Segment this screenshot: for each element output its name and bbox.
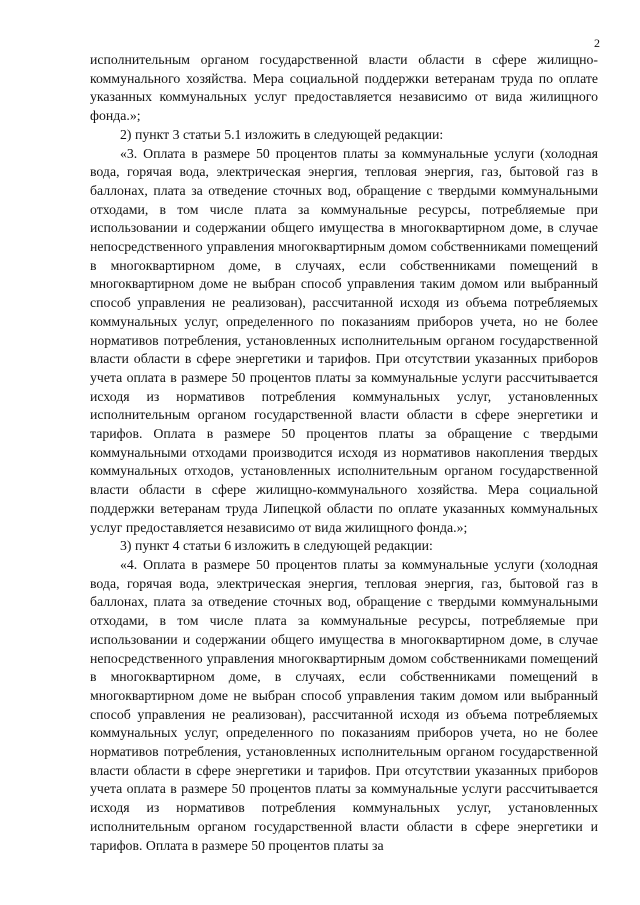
paragraph-continuation: исполнительным органом государственной власти области в сфере жилищно-коммунального хозяйства. Мера социальной поддержки ветеранам труда по оплате указанных коммунальных услуг предоставляется независимо от вида жилищного фонда.»; [90,52,598,124]
paragraph-amendment-3: 3) пункт 4 статьи 6 изложить в следующей редакции: [120,538,433,554]
page-number: 2 [594,36,600,50]
paragraph-clause-3: «3. Оплата в размере 50 процентов платы за коммунальные услуги (холодная вода, горячая вода, электрическая энергия, тепловая энергия, газ, бытовой газ в баллонах, плата за отведение сточных вод, обращение с твердыми коммунальными отходами, в том числе плата за коммунальные ресурсы, потребляемые при использовании и содержании общего имущества в многоквартирном доме, в случае непосредственного управления многоквартирным домом собственниками помещений в многоквартирном доме, в случаях, если собственниками помещений в многоквартирном доме не выбран способ управления таким домом или выбранный способ управления не реализован), рассчитанной исходя из объема потребляемых коммунальных услуг, определенного по показаниям приборов учета, но не более нормативов потребления, установленных исполнительным органом государственной власти области в сфере энергетики и тарифов. При отсутствии указанных приборов учета оплата в размере 50 процентов платы за коммунальные услуги рассчитывается исходя из нормативов потребления коммунальных услуг, установленных исполнительным органом государственной власти области в сфере энергетики и тарифов. Оплата в размере 50 процентов платы за обращение с твердыми коммунальными отходами производится исходя из нормативов накопления твердых коммунальных отходов, установленных исполнительным органом государственной власти области в сфере жилищно-коммунального хозяйства. Мера социальной поддержки ветеранам труда Липецкой области по оплате указанных коммунальных услуг предоставляется независимо от вида жилищного фонда.»; [90,145,598,535]
paragraph-amendment-2: 2) пункт 3 статьи 5.1 изложить в следующей редакции: [120,126,444,142]
document-body [90,51,598,855]
paragraph-clause-4: «4. Оплата в размере 50 процентов платы за коммунальные услуги (холодная вода, горячая вода, электрическая энергия, тепловая энергия, газ, бытовой газ в баллонах, плата за отведение сточных вод, обращение с твердыми коммунальными отходами, в том числе плата за коммунальные ресурсы, потребляемые при использовании и содержании общего имущества в многоквартирном доме, в случае непосредственного управления многоквартирным домом собственниками помещений в многоквартирном доме, в случаях, если собственниками помещений в многоквартирном доме не выбран способ управления таким домом или выбранный способ управления не реализован), рассчитанной исходя из объема потребляемых коммунальных услуг, определенного по показаниям приборов учета, но не более нормативов потребления, установленных исполнительным органом государственной власти области в сфере энергетики и тарифов. При отсутствии указанных приборов учета оплата в размере 50 процентов платы за коммунальные услуги рассчитывается исходя из нормативов потребления коммунальных услуг, установленных исполнительным органом государственной власти области в сфере энергетики и тарифов. Оплата в размере 50 процентов платы за [90,556,598,853]
